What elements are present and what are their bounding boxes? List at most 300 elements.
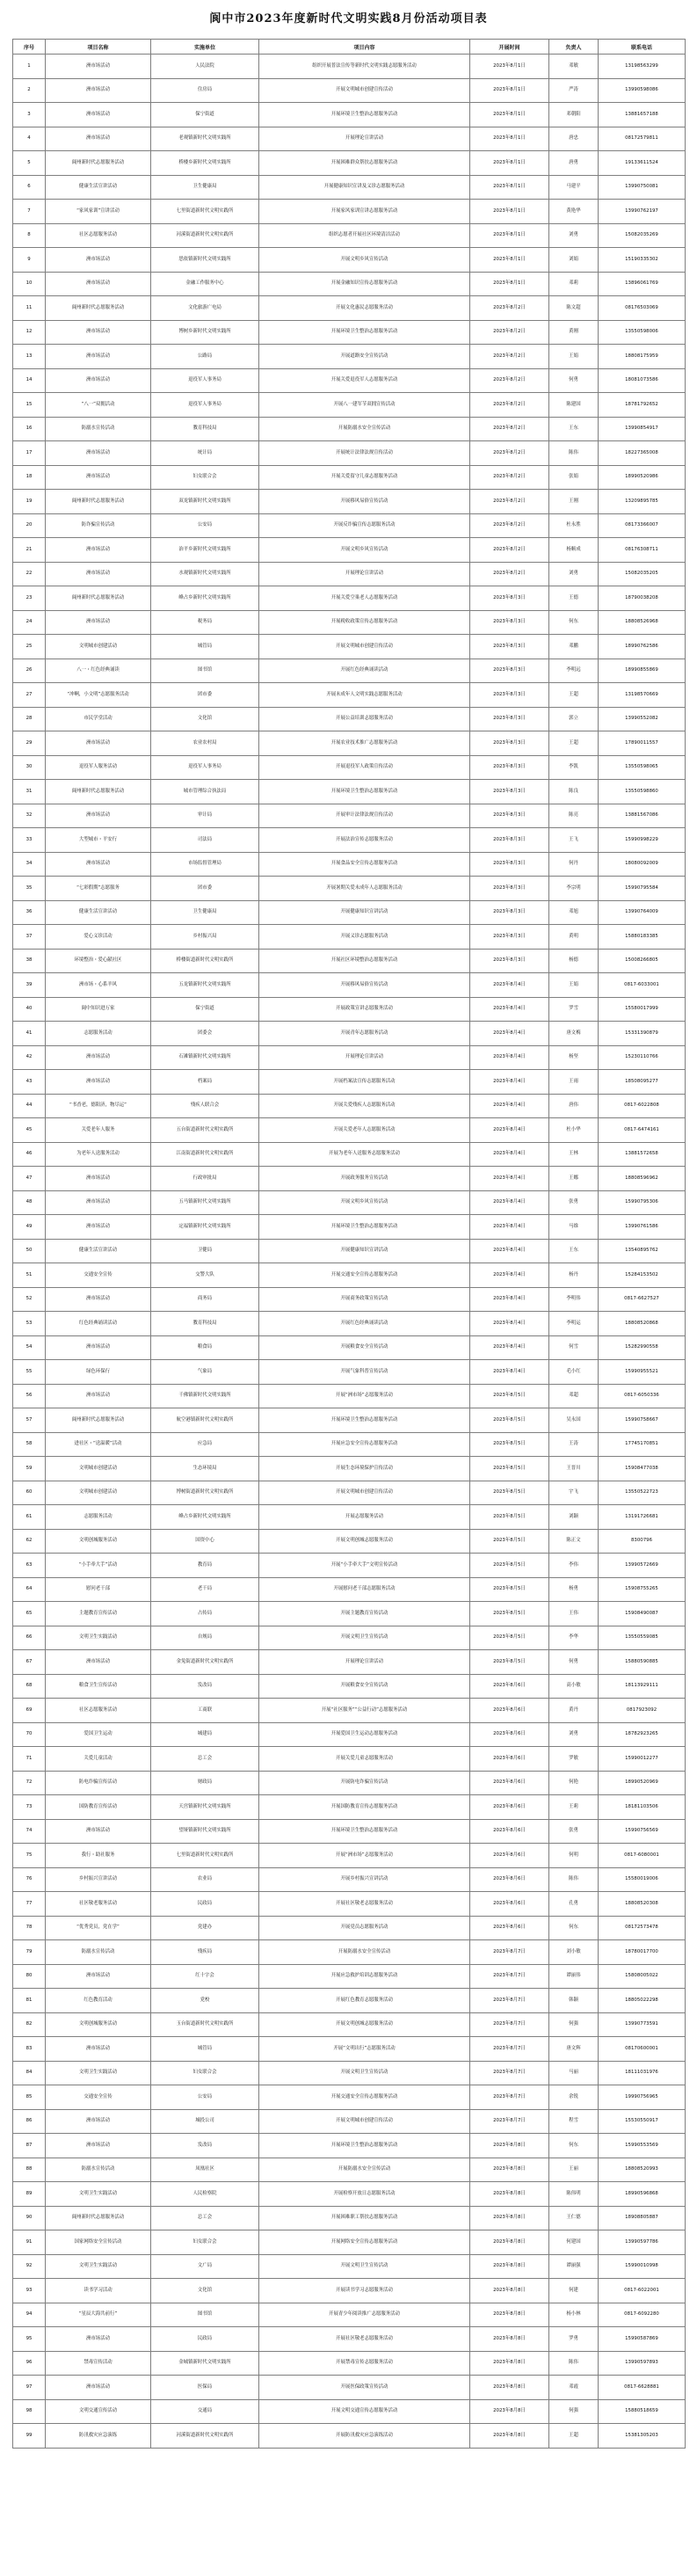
cell-unit: 医保局 <box>151 2376 259 2400</box>
cell-unit: 保宁街道 <box>151 103 259 127</box>
cell-index: 63 <box>13 1554 46 1578</box>
cell-content: 开展理论宣讲活动 <box>259 1045 470 1070</box>
cell-person: 邓朝阳 <box>549 103 599 127</box>
cell-project: 文明卫生实践活动 <box>46 2254 151 2279</box>
cell-person: 孔勇 <box>549 1892 599 1917</box>
cell-phone: 15082035205 <box>599 562 686 586</box>
cell-phone: 13990552082 <box>599 707 686 731</box>
cell-person: 黄明 <box>549 925 599 950</box>
cell-person: 唐伟 <box>549 1094 599 1118</box>
cell-person: 刘勇 <box>549 223 599 248</box>
cell-index: 79 <box>13 1940 46 1965</box>
cell-content: 开展环境卫生整治志愿服务活动 <box>259 1819 470 1844</box>
cell-phone: 13550598065 <box>599 755 686 780</box>
cell-date: 2023年8月7日 <box>470 2085 549 2110</box>
table-body <box>13 55 686 2449</box>
cell-unit: 五龙镇新时代文明实践所 <box>151 973 259 998</box>
cell-phone: 15990998229 <box>599 828 686 853</box>
cell-unit: 河溪街道新时代文明实践所 <box>151 2424 259 2449</box>
table-row <box>13 877 686 901</box>
cell-content: 开展税收政策宣传志愿服务活动 <box>259 610 470 635</box>
cell-date: 2023年8月8日 <box>470 2279 549 2303</box>
cell-unit: 团市委 <box>151 877 259 901</box>
cell-phone: 13191726681 <box>599 1505 686 1530</box>
cell-person: 何勇 <box>549 368 599 393</box>
cell-content: 开展环境卫生整治志愿服务活动 <box>259 780 470 804</box>
cell-project: 文明创城服务活动 <box>46 1529 151 1554</box>
cell-unit: 老观镇新时代文明实践所 <box>151 127 259 151</box>
cell-project: “八一”双拥活动 <box>46 393 151 418</box>
cell-date: 2023年8月4日 <box>470 1142 549 1167</box>
cell-date: 2023年8月8日 <box>470 2424 549 2449</box>
table-row <box>13 731 686 756</box>
cell-date: 2023年8月6日 <box>470 1892 549 1917</box>
cell-unit: 发改局 <box>151 1674 259 1699</box>
col-header-phone: 联系电话 <box>599 40 686 55</box>
cell-project: “七彩假期”志愿服务 <box>46 877 151 901</box>
cell-date: 2023年8月3日 <box>470 900 549 925</box>
cell-content: 开展交通安全宣传志愿服务活动 <box>259 2085 470 2110</box>
cell-phone: 13198570669 <box>599 683 686 708</box>
cell-content: 开展法治宣传志愿服务活动 <box>259 828 470 853</box>
cell-index: 56 <box>13 1384 46 1408</box>
cell-person: 杨丹 <box>549 1263 599 1288</box>
cell-unit: 党建办 <box>151 1916 259 1940</box>
cell-unit: 司法局 <box>151 828 259 853</box>
cell-phone: 15580019006 <box>599 1867 686 1892</box>
cell-date: 2023年8月2日 <box>470 320 549 345</box>
cell-project: 洲市场活动 <box>46 1070 151 1095</box>
cell-index: 6 <box>13 175 46 200</box>
cell-content: 开展档案法宣传志愿服务活动 <box>259 1070 470 1095</box>
cell-index: 42 <box>13 1045 46 1070</box>
cell-date: 2023年8月4日 <box>470 1070 549 1095</box>
cell-phone: 15530550917 <box>599 2109 686 2134</box>
cell-date: 2023年8月3日 <box>470 683 549 708</box>
cell-date: 2023年8月6日 <box>470 1844 549 1868</box>
cell-project: 乡村振兴宣讲活动 <box>46 1867 151 1892</box>
table-row <box>13 393 686 418</box>
cell-person: 吴永国 <box>549 1408 599 1433</box>
cell-index: 48 <box>13 1190 46 1215</box>
cell-person: 王娜 <box>549 1167 599 1191</box>
table-row <box>13 2182 686 2207</box>
cell-date: 2023年8月2日 <box>470 490 549 514</box>
cell-person: 杨勇 <box>549 1577 599 1602</box>
cell-index: 7 <box>13 200 46 224</box>
cell-index: 38 <box>13 949 46 973</box>
cell-person: 刘小敏 <box>549 1940 599 1965</box>
col-header-index: 序号 <box>13 40 46 55</box>
cell-index: 94 <box>13 2303 46 2327</box>
cell-person: 黄艳华 <box>549 200 599 224</box>
cell-date: 2023年8月5日 <box>470 1457 549 1481</box>
cell-date: 2023年8月7日 <box>470 1989 549 2013</box>
table-row <box>13 1529 686 1554</box>
table-row <box>13 1239 686 1263</box>
cell-index: 62 <box>13 1529 46 1554</box>
cell-unit: 石滩镇新时代文明实践所 <box>151 1045 259 1070</box>
cell-unit: 民政局 <box>151 2327 259 2352</box>
cell-phone: 13550522723 <box>599 1481 686 1505</box>
table-row <box>13 1408 686 1433</box>
table-row <box>13 320 686 345</box>
cell-phone: 18908805887 <box>599 2206 686 2230</box>
table-row <box>13 127 686 151</box>
cell-project: 阆州新时代志愿服务活动 <box>46 780 151 804</box>
cell-person: 王仁德 <box>549 2206 599 2230</box>
cell-content: 开展防汛救灾应急演练活动 <box>259 2424 470 2449</box>
cell-project: 洲市场活动 <box>46 465 151 490</box>
cell-index: 55 <box>13 1360 46 1385</box>
cell-content: 开展文明卫生宣传活动 <box>259 2061 470 2085</box>
cell-unit: 商务局 <box>151 1287 259 1312</box>
table-row <box>13 1432 686 1457</box>
cell-person: 杜小华 <box>549 1118 599 1143</box>
cell-content: 开展公益培训志愿服务活动 <box>259 707 470 731</box>
cell-index: 67 <box>13 1650 46 1675</box>
cell-person: 陈亮 <box>549 804 599 828</box>
cell-person: 何强 <box>549 2012 599 2037</box>
cell-phone: 18805022298 <box>599 1989 686 2013</box>
cell-date: 2023年8月4日 <box>470 1167 549 1191</box>
cell-unit: 五台街道新时代文明实践所 <box>151 1118 259 1143</box>
cell-content: 开展关爱残疾人志愿服务活动 <box>259 1094 470 1118</box>
cell-project: 健康生活宣讲活动 <box>46 1239 151 1263</box>
cell-index: 40 <box>13 997 46 1022</box>
cell-phone: 18808175959 <box>599 345 686 369</box>
table-row <box>13 1167 686 1191</box>
cell-index: 85 <box>13 2085 46 2110</box>
cell-unit: 人民法院 <box>151 55 259 79</box>
cell-index: 44 <box>13 1094 46 1118</box>
cell-phone: 08176503069 <box>599 296 686 321</box>
table-row <box>13 465 686 490</box>
table-row <box>13 1892 686 1917</box>
cell-person: 唐文辉 <box>549 2037 599 2062</box>
cell-project: “星辰大海共前行” <box>46 2303 151 2327</box>
cell-unit: 公安局 <box>151 2085 259 2110</box>
cell-index: 41 <box>13 1022 46 1046</box>
cell-content: 开展文明乡风宣传活动 <box>259 538 470 563</box>
cell-person: 马维 <box>549 1215 599 1240</box>
col-header-content: 项目内容 <box>259 40 470 55</box>
table-row <box>13 1795 686 1820</box>
cell-unit: 市场监督管理局 <box>151 852 259 877</box>
cell-phone: 0817-6474161 <box>599 1118 686 1143</box>
cell-phone: 15880590885 <box>599 1650 686 1675</box>
cell-unit: 公路局 <box>151 345 259 369</box>
cell-project: “家风家训”宣讲活动 <box>46 200 151 224</box>
cell-project: “冲啊，小文明”志愿服务活动 <box>46 683 151 708</box>
cell-project: 洲市场活动 <box>46 127 151 151</box>
cell-phone: 0817-6628881 <box>599 2376 686 2400</box>
table-row <box>13 2061 686 2085</box>
cell-date: 2023年8月7日 <box>470 2012 549 2037</box>
cell-project: 社区志愿服务活动 <box>46 223 151 248</box>
cell-index: 96 <box>13 2351 46 2376</box>
cell-unit: 河溪街道新时代文明实践所 <box>151 223 259 248</box>
cell-unit: 党校 <box>151 1989 259 2013</box>
cell-phone: 15908490087 <box>599 1602 686 1626</box>
cell-phone: 15190335302 <box>599 248 686 273</box>
cell-project: 大型城市・平安行 <box>46 828 151 853</box>
cell-index: 57 <box>13 1408 46 1433</box>
cell-project: 洲市场活动 <box>46 1190 151 1215</box>
cell-person: 王超 <box>549 731 599 756</box>
cell-content: 开展应急救护培训志愿服务活动 <box>259 1964 470 1989</box>
cell-project: 阆州新时代志愿服务活动 <box>46 2206 151 2230</box>
cell-content: 开展文明创城志愿服务活动 <box>259 2012 470 2037</box>
cell-project: 洲市场活动 <box>46 248 151 273</box>
cell-person: 何丹 <box>549 852 599 877</box>
table-row <box>13 1190 686 1215</box>
cell-person: 韩颖 <box>549 1989 599 2013</box>
cell-unit: 峰占乡新时代文明实践所 <box>151 586 259 611</box>
table-row <box>13 1699 686 1723</box>
cell-unit: 卫生健康局 <box>151 175 259 200</box>
cell-index: 66 <box>13 1626 46 1650</box>
cell-unit: 税务局 <box>151 610 259 635</box>
cell-content: 开展金融知识宣传志愿服务活动 <box>259 272 470 296</box>
cell-date: 2023年8月8日 <box>470 2158 549 2182</box>
cell-content: 开展社区敬老志愿服务活动 <box>259 2327 470 2352</box>
cell-date: 2023年8月4日 <box>470 1215 549 1240</box>
table-row <box>13 1070 686 1095</box>
cell-project: 国防教育宣传活动 <box>46 1795 151 1820</box>
cell-project: 文明城市创建活动 <box>46 635 151 659</box>
cell-project: 红色经典诵读活动 <box>46 1312 151 1336</box>
cell-content: 开展青年志愿服务活动 <box>259 1022 470 1046</box>
cell-unit: 双龙镇新时代文明实践所 <box>151 490 259 514</box>
cell-person: 刘颖 <box>549 1505 599 1530</box>
cell-phone: 15880518659 <box>599 2399 686 2424</box>
cell-date: 2023年8月4日 <box>470 973 549 998</box>
cell-person: 李明运 <box>549 1312 599 1336</box>
cell-unit: 七里街道新时代文明实践所 <box>151 1844 259 1868</box>
cell-person: 余锐 <box>549 2085 599 2110</box>
cell-person: 杨德 <box>549 949 599 973</box>
cell-phone: 15990955521 <box>599 1360 686 1385</box>
cell-date: 2023年8月6日 <box>470 1747 549 1772</box>
cell-person: 邓莉 <box>549 272 599 296</box>
cell-date: 2023年8月3日 <box>470 804 549 828</box>
cell-content: 开展统计法律法规宣传活动 <box>259 441 470 466</box>
cell-project: 洲市场活动 <box>46 1215 151 1240</box>
cell-project: 文明创城服务活动 <box>46 2012 151 2037</box>
cell-content: 开展应急安全宣传志愿服务活动 <box>259 1432 470 1457</box>
table-row <box>13 1964 686 1989</box>
cell-person: 王伟 <box>549 1602 599 1626</box>
cell-content: 开展健康知识宣讲活动 <box>259 900 470 925</box>
cell-index: 51 <box>13 1263 46 1288</box>
cell-person: 张勇 <box>549 1819 599 1844</box>
cell-index: 95 <box>13 2327 46 2352</box>
cell-content: 开展防溺水安全宣传活动 <box>259 417 470 441</box>
cell-unit: 交通局 <box>151 2399 259 2424</box>
cell-phone: 15230110766 <box>599 1045 686 1070</box>
cell-person: 陈伟 <box>549 1867 599 1892</box>
cell-project: 洲市场活动 <box>46 1335 151 1360</box>
table-row <box>13 1457 686 1481</box>
cell-date: 2023年8月2日 <box>470 345 549 369</box>
table-row <box>13 2254 686 2279</box>
table-row <box>13 1819 686 1844</box>
cell-date: 2023年8月4日 <box>470 1335 549 1360</box>
cell-unit: 金城镇新时代文明实践所 <box>151 2351 259 2376</box>
cell-unit: 总工会 <box>151 1747 259 1772</box>
table-row <box>13 659 686 683</box>
cell-index: 73 <box>13 1795 46 1820</box>
table-row <box>13 1626 686 1650</box>
cell-index: 84 <box>13 2061 46 2085</box>
cell-project: 洲市场活动 <box>46 368 151 393</box>
cell-content: 开展文明交通宣传志愿服务活动 <box>259 2399 470 2424</box>
cell-unit: 图书馆 <box>151 659 259 683</box>
cell-unit: 工商联 <box>151 1699 259 1723</box>
table-row <box>13 1771 686 1795</box>
cell-project: 洲市场活动 <box>46 562 151 586</box>
cell-person: 何强 <box>549 2399 599 2424</box>
cell-index: 74 <box>13 1819 46 1844</box>
cell-phone: 0817-6022001 <box>599 2279 686 2303</box>
cell-phone: 13990773591 <box>599 2012 686 2037</box>
cell-unit: 妇女联合会 <box>151 2230 259 2255</box>
table-row <box>13 248 686 273</box>
cell-index: 30 <box>13 755 46 780</box>
cell-person: 王娟 <box>549 345 599 369</box>
cell-phone: 15381305203 <box>599 2424 686 2449</box>
cell-project: 文明卫生实践活动 <box>46 2061 151 2085</box>
cell-content: 开展政务服务宣传活动 <box>259 1167 470 1191</box>
cell-person: 何勇 <box>549 1650 599 1675</box>
table-row <box>13 2230 686 2255</box>
cell-phone: 13209895785 <box>599 490 686 514</box>
table-row <box>13 707 686 731</box>
cell-unit: 退役军人事务局 <box>151 755 259 780</box>
cell-person: 严涛 <box>549 78 599 103</box>
cell-content: 开展困难职工帮扶志愿服务活动 <box>259 2206 470 2230</box>
cell-index: 69 <box>13 1699 46 1723</box>
table-row <box>13 925 686 950</box>
table-row <box>13 1554 686 1578</box>
cell-index: 23 <box>13 586 46 611</box>
cell-project: 洲市场活动 <box>46 538 151 563</box>
cell-unit: 千佛镇新时代文明实践所 <box>151 1384 259 1408</box>
cell-date: 2023年8月2日 <box>470 296 549 321</box>
cell-date: 2023年8月7日 <box>470 2061 549 2085</box>
cell-index: 88 <box>13 2158 46 2182</box>
cell-date: 2023年8月4日 <box>470 1312 549 1336</box>
cell-index: 29 <box>13 731 46 756</box>
cell-project: 健康生活宣讲活动 <box>46 900 151 925</box>
cell-project: 文明卫生实践活动 <box>46 2182 151 2207</box>
table-row <box>13 1722 686 1747</box>
cell-phone: 13550598860 <box>599 780 686 804</box>
cell-content: 开展防电诈骗宣传活动 <box>259 1771 470 1795</box>
cell-project: 防溺水宣传活动 <box>46 417 151 441</box>
cell-index: 37 <box>13 925 46 950</box>
table-row <box>13 586 686 611</box>
cell-content: 开展理论宣讲活动 <box>259 1650 470 1675</box>
cell-project: 关爱老年人服务 <box>46 1118 151 1143</box>
cell-phone: 13881567086 <box>599 804 686 828</box>
table-row <box>13 151 686 176</box>
cell-project: “书香老，德阳济，物尽运” <box>46 1094 151 1118</box>
cell-person: 何明 <box>549 1844 599 1868</box>
cell-index: 5 <box>13 151 46 176</box>
cell-unit: 住房局 <box>151 78 259 103</box>
cell-date: 2023年8月1日 <box>470 248 549 273</box>
cell-phone: 13550559085 <box>599 1626 686 1650</box>
cell-project: “小手牵大手”活动 <box>46 1554 151 1578</box>
cell-content: 开展粮食安全宣传活动 <box>259 1335 470 1360</box>
cell-date: 2023年8月2日 <box>470 393 549 418</box>
table-row <box>13 2399 686 2424</box>
cell-index: 82 <box>13 2012 46 2037</box>
table-row <box>13 2037 686 2062</box>
cell-phone: 18990596868 <box>599 2182 686 2207</box>
cell-content: 开展防溺水安全宣传活动 <box>259 2158 470 2182</box>
cell-date: 2023年8月5日 <box>470 1602 549 1626</box>
cell-content: 开展交通安全宣传志愿服务活动 <box>259 1263 470 1288</box>
cell-unit: 教育局 <box>151 1554 259 1578</box>
cell-unit: 五马镇新时代文明实践所 <box>151 1190 259 1215</box>
cell-project: 爱国卫生运动 <box>46 1722 151 1747</box>
cell-date: 2023年8月3日 <box>470 852 549 877</box>
cell-phone: 19133611524 <box>599 151 686 176</box>
cell-person: 黄丹 <box>549 1699 599 1723</box>
cell-phone: 18990762586 <box>599 635 686 659</box>
cell-person: 何建国 <box>549 2230 599 2255</box>
cell-content: 开展粮食安全宣传活动 <box>259 1674 470 1699</box>
cell-phone: 08170600001 <box>599 2037 686 2062</box>
cell-phone: 15908755265 <box>599 1577 686 1602</box>
table-row <box>13 1360 686 1385</box>
cell-content: 开展志愿服务活动 <box>259 1505 470 1530</box>
cell-phone: 15990795306 <box>599 1190 686 1215</box>
cell-index: 70 <box>13 1722 46 1747</box>
cell-unit: 妇女联合会 <box>151 2061 259 2085</box>
cell-date: 2023年8月1日 <box>470 127 549 151</box>
cell-person: 李宗明 <box>549 877 599 901</box>
cell-project: 社区敬老服务活动 <box>46 1892 151 1917</box>
cell-person: 杜永胜 <box>549 513 599 538</box>
cell-index: 26 <box>13 659 46 683</box>
cell-unit: 占传局 <box>151 1602 259 1626</box>
cell-content: 开展文明卫生宣传活动 <box>259 1626 470 1650</box>
cell-unit: 教育科技局 <box>151 417 259 441</box>
cell-phone: 15808005022 <box>599 1964 686 1989</box>
cell-unit: 应急局 <box>151 1432 259 1457</box>
table-row <box>13 296 686 321</box>
cell-person: 程雪 <box>549 2109 599 2134</box>
cell-index: 17 <box>13 441 46 466</box>
cell-index: 65 <box>13 1602 46 1626</box>
cell-index: 76 <box>13 1867 46 1892</box>
table-row <box>13 973 686 998</box>
cell-phone: 18181103506 <box>599 1795 686 1820</box>
cell-date: 2023年8月3日 <box>470 877 549 901</box>
cell-person: 李华 <box>549 1626 599 1650</box>
cell-content: 开展文明城市创建宣传活动 <box>259 635 470 659</box>
cell-phone: 18227365008 <box>599 441 686 466</box>
cell-project: 为老年人送服务活动 <box>46 1142 151 1167</box>
cell-content: 开展慰问老干部志愿服务活动 <box>259 1577 470 1602</box>
cell-phone: 15990012277 <box>599 1747 686 1772</box>
table-row <box>13 1844 686 1868</box>
table-row <box>13 997 686 1022</box>
